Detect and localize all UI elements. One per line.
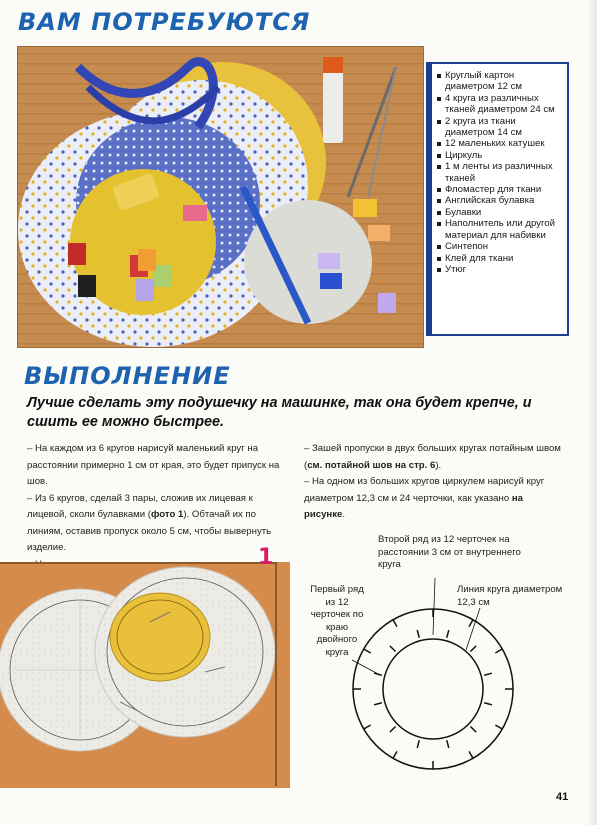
materials-photo-illustration — [18, 47, 423, 347]
diagram-label-first-row: Первый ряд из 12 черточек по краю двойного круга — [310, 584, 364, 658]
ring-diagram — [300, 530, 597, 790]
section-title-materials: ВАМ ПОТРЕБУЮТСЯ — [18, 8, 311, 36]
inner-tick — [390, 726, 396, 732]
outer-tick — [364, 725, 371, 729]
instructions-left-column — [27, 441, 289, 573]
inner-tick — [417, 630, 419, 638]
diagram-label-circle-line: Линия круга диаметром 12,3 см — [457, 584, 563, 608]
outer-tick — [393, 751, 397, 758]
materials-photo — [17, 46, 424, 348]
inner-tick — [484, 703, 492, 705]
inner-tick — [390, 646, 396, 652]
materials-list-item: Круглый картон диаметром 12 см — [437, 70, 563, 93]
figure-reference: на рисунке — [304, 492, 523, 520]
step-text: ). — [435, 459, 442, 471]
outer-tick — [469, 751, 473, 758]
inner-tick — [470, 646, 476, 652]
materials-list-item: Английская булавка — [437, 195, 563, 206]
inner-tick — [447, 740, 449, 748]
leader-second-row — [433, 578, 435, 635]
materials-list-item: Циркуль — [437, 150, 563, 161]
instruction-step — [304, 441, 566, 474]
photo-number-badge: 1 — [258, 545, 274, 570]
leader-circle-line — [466, 608, 480, 650]
step-text: – Зашей пропуски в двух больших кругах потайным швом ( — [304, 443, 561, 471]
photo-frame — [0, 562, 277, 786]
step-text: – Из 6 кругов, сделай 3 пары, сложив их лицевая к лицевой, сколи булавками ( — [27, 492, 253, 520]
inner-tick — [470, 726, 476, 732]
materials-list-item: Клей для ткани — [437, 253, 563, 264]
materials-list-item: Синтепон — [437, 241, 563, 252]
materials-list-box — [426, 62, 569, 336]
inner-tick — [417, 740, 419, 748]
materials-list-item: Утюг — [437, 264, 563, 275]
inner-tick — [447, 630, 449, 638]
outer-tick — [393, 620, 397, 627]
instructions-right-column — [304, 441, 566, 524]
page-reference: см. потайной шов на стр. 6 — [307, 459, 436, 471]
inner-circle — [383, 639, 483, 739]
instruction-step — [304, 474, 566, 524]
materials-list — [428, 64, 567, 275]
materials-list-item: 1 м ленты из различных тканей — [437, 161, 563, 184]
outer-tick — [469, 620, 473, 627]
instruction-step: – На каждом из 6 кругов нарисуй маленький круг на расстоянии примерно 1 см от края, это будет припуск на шов. — [27, 443, 280, 487]
step-text: – На одном из больших кругов циркулем нарисуй круг диаметром 12,3 см и 24 черточки, как указано — [304, 476, 545, 504]
step-text: ). Обтачай их по линиям, оставив пропуск около 5 см, чтобы вывернуть изделие. — [27, 509, 272, 553]
materials-list-item: 4 круга из различных тканей диаметром 24 см — [437, 93, 563, 116]
photo-reference: фото 1 — [151, 509, 184, 520]
outer-tick — [495, 649, 502, 653]
outer-tick — [495, 725, 502, 729]
inner-tick-marks — [374, 630, 492, 748]
diagram-label-second-row: Второй ряд из 12 черточек на расстоянии 3 см от внутреннего круга — [378, 534, 521, 570]
page-number: 41 — [556, 791, 569, 803]
outer-tick — [364, 649, 371, 653]
materials-list-item: Наполнитель или другой материал для набивки — [437, 218, 563, 241]
step-text: . — [342, 509, 346, 520]
section-title-procedure: ВЫПОЛНЕНИЕ — [24, 362, 231, 390]
step-photo — [0, 562, 290, 788]
inner-tick — [374, 703, 382, 705]
materials-list-item: 2 круга из ткани диаметром 14 см — [437, 116, 563, 139]
materials-list-item: Булавки — [437, 207, 563, 218]
instruction-step — [27, 491, 289, 557]
page-edge-shadow — [587, 0, 597, 825]
materials-list-item: Фломастер для ткани — [437, 184, 563, 195]
lead-paragraph: Лучше сделать эту подушечку на машинке, так она будет крепче, и сшить ее можно быстрее. — [27, 395, 532, 430]
materials-list-item: 12 маленьких катушек — [437, 138, 563, 149]
list-accent-bar — [428, 64, 432, 334]
inner-tick — [484, 673, 492, 675]
